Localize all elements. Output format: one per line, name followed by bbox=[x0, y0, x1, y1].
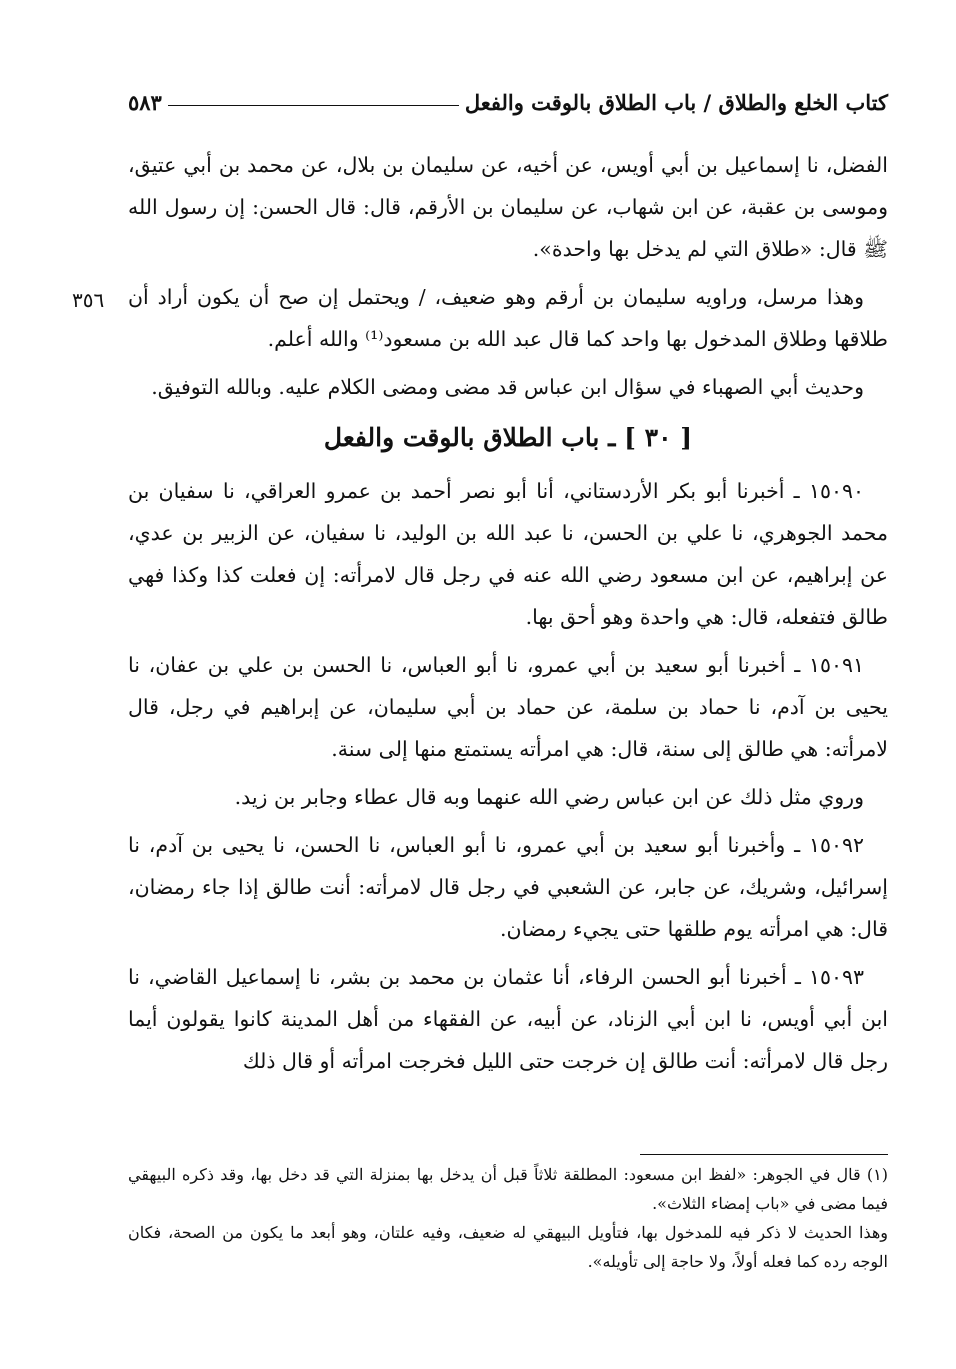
chapter-heading: [ ٣٠ ] ـ باب الطلاق بالوقت والفعل bbox=[323, 423, 693, 452]
hadith-15093: ١٥٠٩٣ ـ أخبرنا أبو الحسن الرفاء، أنا عثمان بن محمد بن بشر، نا إسماعيل القاضي، نا ابن أبي أويس، نا ابن أبي الزناد، عن أبيه، عن الفقهاء من أهل المدينة كانوا يقولون أيما رجل قال لامرأته: أنت طالق إن خرجت حتى الليل فخرجت امرأته أو قال ذلك bbox=[128, 965, 888, 1073]
footnotes bbox=[128, 1160, 888, 1276]
main-text bbox=[128, 144, 888, 1088]
footnote-1-continued: وهذا الحديث لا ذكر فيه للمدخول بها، فتأويل البيهقي له ضعيف، وفيه علتان، وهو أبعد ما يكون من الصحة، فكان الوجه رده كما فعله أولاً، ولا حاجة إلى تأويله». bbox=[128, 1223, 889, 1271]
footnote-rule bbox=[640, 1154, 888, 1155]
paragraph-continuation: الفضل، نا إسماعيل بن أبي أويس، عن أخيه، عن سليمان بن بلال، عن محمد بن أبي عتيق، وموسى بن عقبة، عن ابن شهاب، عن سليمان بن الأرقم، قال: قال الحسن: إن رسول الله ﷺ قال: «طلاق التي لم يدخل بها واحدة». bbox=[128, 153, 888, 261]
footnote-1: (١) قال في الجوهر: «لفظ ابن مسعود: المطلقة ثلاثاً قبل أن يدخل بها بمنزلة التي قد دخل بها، وقد ذكره البيهقي فيما مضى في «باب إمضاء الثلاث». bbox=[128, 1165, 888, 1213]
hadith-15092: ١٥٠٩٢ ـ وأخبرنا أبو سعيد بن أبي عمرو، نا أبو العباس، نا الحسن، نا يحيى بن آدم، نا إسرائيل، وشريك، عن جابر، عن الشعبي في رجل قال لامرأته: أنت طالق إذا جاء رمضان، قال: هي امرأته يوم طلقها حتى يجيء رمضان. bbox=[128, 833, 888, 941]
paragraph: وروي مثل ذلك عن ابن عباس رضي الله عنهما وبه قال عطاء وجابر بن زيد. bbox=[234, 785, 864, 809]
header-rule bbox=[168, 105, 459, 106]
margin-page-number: ٣٥٦ bbox=[72, 288, 105, 312]
running-header bbox=[128, 82, 888, 122]
hadith-15091: ١٥٠٩١ ـ أخبرنا أبو سعيد بن أبي عمرو، نا أبو العباس، نا الحسن بن علي بن عفان، نا يحيى بن آدم، نا حماد بن سلمة، عن حماد بن أبي سليمان، عن إبراهيم في رجل، قال لامرأته: هي طالق إلى سنة، قال: هي امرأته يستمتع منها إلى سنة. bbox=[128, 653, 888, 761]
paragraph: وحديث أبي الصهباء في سؤال ابن عباس قد مضى ومضى الكلام عليه. وبالله التوفيق. bbox=[151, 375, 864, 399]
page-number: ٥٨٣ bbox=[128, 89, 162, 115]
paragraph: وهذا مرسل، وراويه سليمان بن أرقم وهو ضعيف، / ويحتمل إن صح أن يكون أراد أن طلاقها وطلاق المدخول بها واحد كما قال عبد الله بن مسعود⁽¹⁾ والله أعلم. bbox=[128, 285, 888, 351]
header-title: كتاب الخلع والطلاق / باب الطلاق بالوقت والفعل bbox=[464, 89, 888, 115]
hadith-15090: ١٥٠٩٠ ـ أخبرنا أبو بكر الأردستاني، أنا أبو نصر أحمد بن عمرو العراقي، نا سفيان بن محمد الجوهري، نا علي بن الحسن، نا عبد الله بن الوليد، نا سفيان، عن الزبير بن عدي، عن إبراهيم، عن ابن مسعود رضي الله عنه في رجل قال لامرأته: إن فعلت كذا وكذا فهي طالق فتفعله، قال: هي واحدة وهو أحق بها. bbox=[128, 479, 888, 629]
